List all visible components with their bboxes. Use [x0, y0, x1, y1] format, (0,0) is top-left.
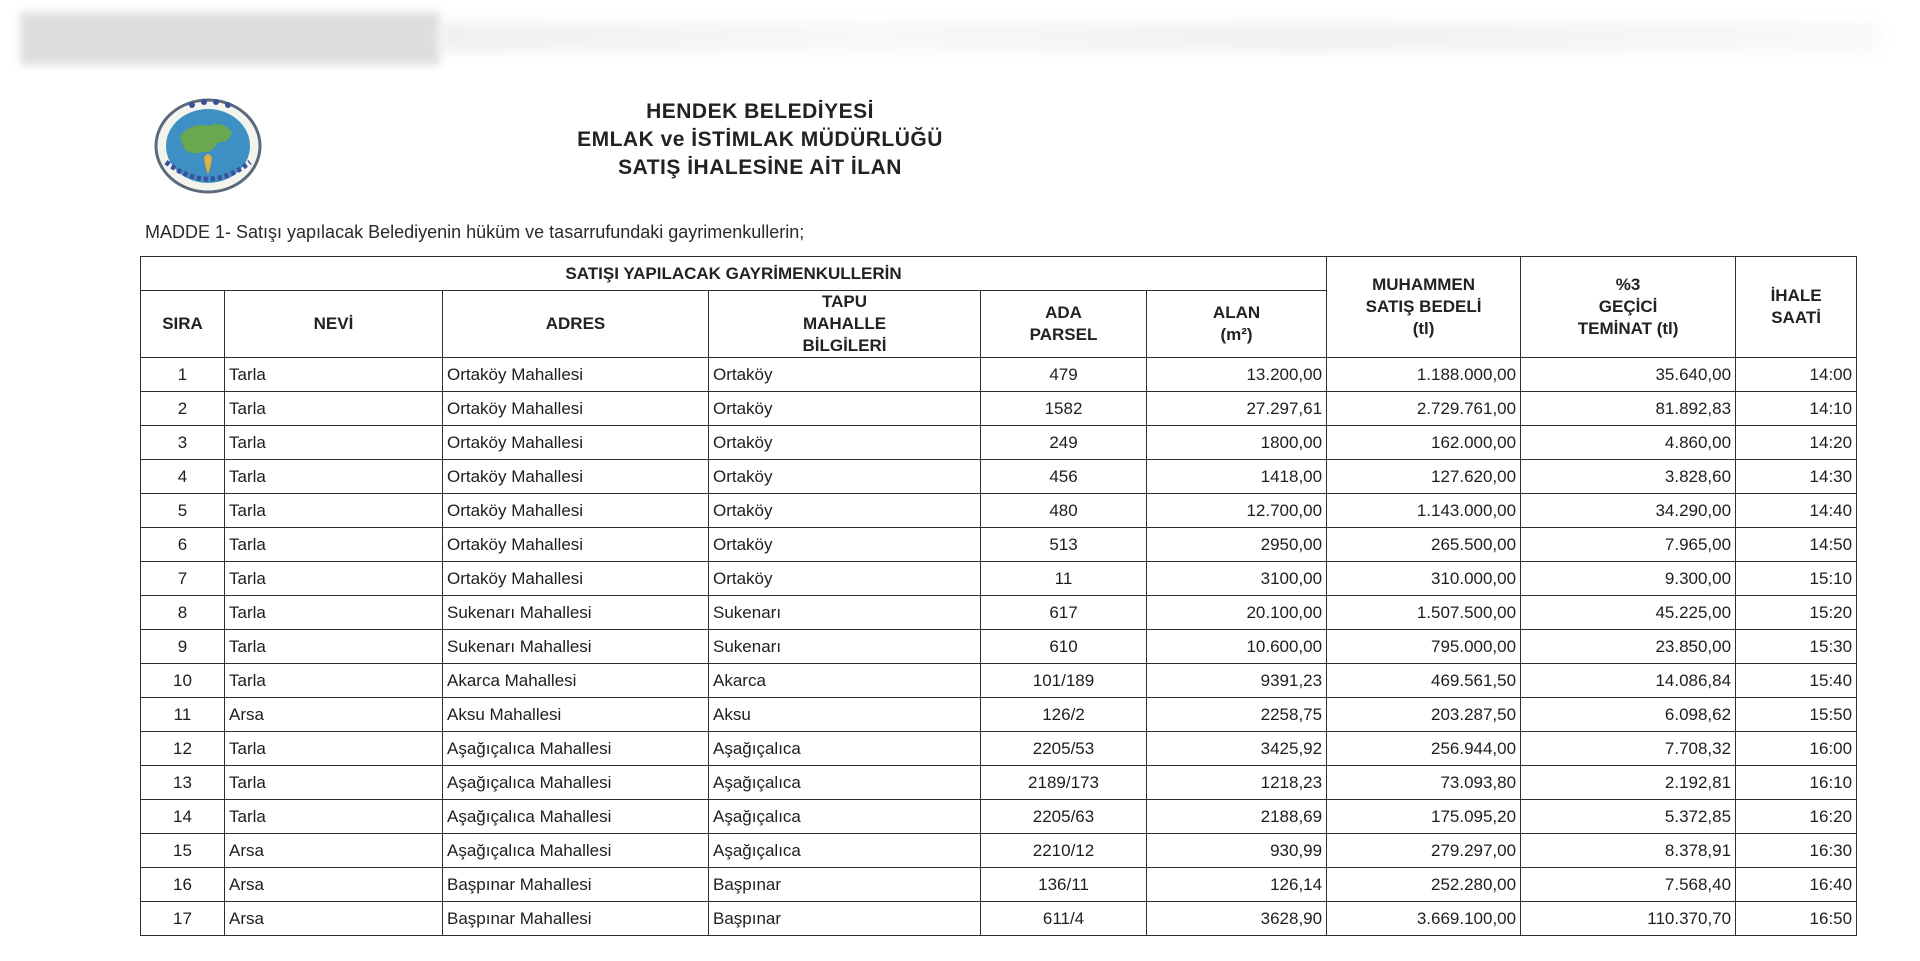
- table-row: [141, 528, 1857, 562]
- cell-teminat: 7.965,00: [1521, 528, 1736, 562]
- cell-saat: 16:30: [1736, 834, 1857, 868]
- cell-tapu: Başpınar: [709, 902, 981, 936]
- cell-adres: Akarca Mahallesi: [443, 664, 709, 698]
- header-line-1: HENDEK BELEDİYESİ: [646, 100, 874, 123]
- cell-alan: 1800,00: [1147, 426, 1327, 460]
- table-row: [141, 868, 1857, 902]
- cell-sira: 3: [141, 426, 225, 460]
- cell-nevi: Tarla: [225, 562, 443, 596]
- cell-nevi: Arsa: [225, 698, 443, 732]
- cell-ada: 513: [981, 528, 1147, 562]
- cell-nevi: Tarla: [225, 800, 443, 834]
- header-muhammen: MUHAMMEN SATIŞ BEDELİ (tl): [1327, 257, 1521, 358]
- cell-ada: 2210/12: [981, 834, 1147, 868]
- cell-sira: 16: [141, 868, 225, 902]
- cell-nevi: Tarla: [225, 664, 443, 698]
- cell-teminat: 5.372,85: [1521, 800, 1736, 834]
- cell-saat: 14:20: [1736, 426, 1857, 460]
- cell-ada: 479: [981, 358, 1147, 392]
- cell-bedel: 795.000,00: [1327, 630, 1521, 664]
- header-ada: ADA PARSEL: [981, 291, 1147, 358]
- cell-alan: 3628,90: [1147, 902, 1327, 936]
- cell-sira: 1: [141, 358, 225, 392]
- cell-bedel: 1.143.000,00: [1327, 494, 1521, 528]
- cell-bedel: 310.000,00: [1327, 562, 1521, 596]
- cell-alan: 3425,92: [1147, 732, 1327, 766]
- cell-tapu: Aksu: [709, 698, 981, 732]
- cell-teminat: 2.192,81: [1521, 766, 1736, 800]
- cell-saat: 16:40: [1736, 868, 1857, 902]
- article-intro: MADDE 1- Satışı yapılacak Belediyenin hüküm ve tasarrufundaki gayrimenkullerin;: [145, 222, 805, 242]
- cell-bedel: 252.280,00: [1327, 868, 1521, 902]
- cell-teminat: 6.098,62: [1521, 698, 1736, 732]
- cell-teminat: 14.086,84: [1521, 664, 1736, 698]
- cell-sira: 2: [141, 392, 225, 426]
- header-tapu: TAPU MAHALLE BİLGİLERİ: [709, 291, 981, 358]
- cell-saat: 15:40: [1736, 664, 1857, 698]
- table-row: [141, 698, 1857, 732]
- cell-adres: Aksu Mahallesi: [443, 698, 709, 732]
- table-row: [141, 834, 1857, 868]
- cell-sira: 7: [141, 562, 225, 596]
- cell-sira: 12: [141, 732, 225, 766]
- cell-tapu: Aşağıçalıca: [709, 834, 981, 868]
- cell-tapu: Aşağıçalıca: [709, 800, 981, 834]
- cell-bedel: 3.669.100,00: [1327, 902, 1521, 936]
- cell-nevi: Arsa: [225, 902, 443, 936]
- cell-saat: 14:30: [1736, 460, 1857, 494]
- cell-alan: 126,14: [1147, 868, 1327, 902]
- cell-adres: Aşağıçalıca Mahallesi: [443, 800, 709, 834]
- cell-bedel: 1.507.500,00: [1327, 596, 1521, 630]
- cell-saat: 15:50: [1736, 698, 1857, 732]
- cell-nevi: Tarla: [225, 392, 443, 426]
- cell-teminat: 7.568,40: [1521, 868, 1736, 902]
- cell-adres: Ortaköy Mahallesi: [443, 460, 709, 494]
- cell-adres: Ortaköy Mahallesi: [443, 392, 709, 426]
- cell-tapu: Ortaköy: [709, 426, 981, 460]
- cell-saat: 15:20: [1736, 596, 1857, 630]
- cell-ada: 249: [981, 426, 1147, 460]
- cell-adres: Başpınar Mahallesi: [443, 868, 709, 902]
- cell-ada: 456: [981, 460, 1147, 494]
- cell-nevi: Tarla: [225, 358, 443, 392]
- header-line-2: EMLAK ve İSTİMLAK MÜDÜRLÜĞÜ: [577, 128, 943, 151]
- cell-ada: 1582: [981, 392, 1147, 426]
- cell-saat: 15:10: [1736, 562, 1857, 596]
- cell-adres: Sukenarı Mahallesi: [443, 596, 709, 630]
- cell-bedel: 469.561,50: [1327, 664, 1521, 698]
- cell-alan: 3100,00: [1147, 562, 1327, 596]
- table-row: [141, 766, 1857, 800]
- property-table: [140, 256, 1857, 936]
- group-header: SATIŞI YAPILACAK GAYRİMENKULLERİN: [141, 257, 1327, 291]
- cell-ada: 11: [981, 562, 1147, 596]
- cell-alan: 930,99: [1147, 834, 1327, 868]
- cell-tapu: Başpınar: [709, 868, 981, 902]
- cell-teminat: 34.290,00: [1521, 494, 1736, 528]
- table-row: [141, 596, 1857, 630]
- header-nevi: NEVİ: [225, 291, 443, 358]
- cell-ada: 617: [981, 596, 1147, 630]
- cell-ada: 101/189: [981, 664, 1147, 698]
- cell-teminat: 45.225,00: [1521, 596, 1736, 630]
- cell-adres: Aşağıçalıca Mahallesi: [443, 834, 709, 868]
- cell-tapu: Sukenarı: [709, 630, 981, 664]
- cell-tapu: Ortaköy: [709, 392, 981, 426]
- cell-saat: 16:10: [1736, 766, 1857, 800]
- cell-ada: 610: [981, 630, 1147, 664]
- table-row: [141, 494, 1857, 528]
- cell-teminat: 9.300,00: [1521, 562, 1736, 596]
- cell-nevi: Tarla: [225, 630, 443, 664]
- cell-saat: 16:50: [1736, 902, 1857, 936]
- cell-saat: 16:20: [1736, 800, 1857, 834]
- cell-adres: Aşağıçalıca Mahallesi: [443, 732, 709, 766]
- cell-alan: 1218,23: [1147, 766, 1327, 800]
- cell-tapu: Ortaköy: [709, 562, 981, 596]
- cell-sira: 4: [141, 460, 225, 494]
- cell-adres: Sukenarı Mahallesi: [443, 630, 709, 664]
- cell-teminat: 7.708,32: [1521, 732, 1736, 766]
- cell-adres: Başpınar Mahallesi: [443, 902, 709, 936]
- cell-adres: Ortaköy Mahallesi: [443, 358, 709, 392]
- cell-sira: 14: [141, 800, 225, 834]
- cell-saat: 16:00: [1736, 732, 1857, 766]
- cell-bedel: 203.287,50: [1327, 698, 1521, 732]
- cell-saat: 14:10: [1736, 392, 1857, 426]
- cell-ada: 136/11: [981, 868, 1147, 902]
- header-alan: ALAN (m²): [1147, 291, 1327, 358]
- cell-saat: 14:00: [1736, 358, 1857, 392]
- cell-sira: 11: [141, 698, 225, 732]
- cell-tapu: Aşağıçalıca: [709, 766, 981, 800]
- document-header: [0, 98, 1520, 182]
- cell-ada: 126/2: [981, 698, 1147, 732]
- cell-bedel: 162.000,00: [1327, 426, 1521, 460]
- cell-teminat: 23.850,00: [1521, 630, 1736, 664]
- cell-alan: 27.297,61: [1147, 392, 1327, 426]
- header-adres: ADRES: [443, 291, 709, 358]
- table-row: [141, 630, 1857, 664]
- cell-alan: 2950,00: [1147, 528, 1327, 562]
- cell-sira: 9: [141, 630, 225, 664]
- cell-alan: 2258,75: [1147, 698, 1327, 732]
- cell-alan: 10.600,00: [1147, 630, 1327, 664]
- cell-bedel: 1.188.000,00: [1327, 358, 1521, 392]
- cell-teminat: 35.640,00: [1521, 358, 1736, 392]
- header-saat: İHALE SAATİ: [1736, 257, 1857, 358]
- header-teminat: %3 GEÇİCİ TEMİNAT (tl): [1521, 257, 1736, 358]
- cell-sira: 17: [141, 902, 225, 936]
- cell-sira: 6: [141, 528, 225, 562]
- cell-bedel: 73.093,80: [1327, 766, 1521, 800]
- cell-adres: Ortaköy Mahallesi: [443, 494, 709, 528]
- header-sira: SIRA: [141, 291, 225, 358]
- cell-bedel: 127.620,00: [1327, 460, 1521, 494]
- cell-alan: 13.200,00: [1147, 358, 1327, 392]
- cell-alan: 1418,00: [1147, 460, 1327, 494]
- cell-nevi: Tarla: [225, 528, 443, 562]
- cell-sira: 15: [141, 834, 225, 868]
- cell-teminat: 3.828,60: [1521, 460, 1736, 494]
- table-row: [141, 426, 1857, 460]
- cell-sira: 13: [141, 766, 225, 800]
- table-row: [141, 800, 1857, 834]
- table-row: [141, 732, 1857, 766]
- cell-teminat: 81.892,83: [1521, 392, 1736, 426]
- cell-sira: 10: [141, 664, 225, 698]
- cell-bedel: 279.297,00: [1327, 834, 1521, 868]
- table-row: [141, 562, 1857, 596]
- cell-nevi: Arsa: [225, 834, 443, 868]
- cell-tapu: Ortaköy: [709, 494, 981, 528]
- cell-bedel: 2.729.761,00: [1327, 392, 1521, 426]
- cell-teminat: 4.860,00: [1521, 426, 1736, 460]
- cell-teminat: 8.378,91: [1521, 834, 1736, 868]
- table-row: [141, 664, 1857, 698]
- cell-bedel: 265.500,00: [1327, 528, 1521, 562]
- cell-ada: 2189/173: [981, 766, 1147, 800]
- table-row: [141, 392, 1857, 426]
- cell-alan: 20.100,00: [1147, 596, 1327, 630]
- redacted-header-block: [20, 12, 440, 64]
- cell-ada: 480: [981, 494, 1147, 528]
- cell-tapu: Ortaköy: [709, 460, 981, 494]
- cell-nevi: Tarla: [225, 494, 443, 528]
- cell-nevi: Arsa: [225, 868, 443, 902]
- cell-adres: Ortaköy Mahallesi: [443, 562, 709, 596]
- cell-ada: 2205/63: [981, 800, 1147, 834]
- cell-tapu: Ortaköy: [709, 528, 981, 562]
- cell-tapu: Aşağıçalıca: [709, 732, 981, 766]
- cell-adres: Aşağıçalıca Mahallesi: [443, 766, 709, 800]
- cell-saat: 14:40: [1736, 494, 1857, 528]
- cell-saat: 15:30: [1736, 630, 1857, 664]
- cell-nevi: Tarla: [225, 460, 443, 494]
- cell-saat: 14:50: [1736, 528, 1857, 562]
- cell-adres: Ortaköy Mahallesi: [443, 426, 709, 460]
- header-line-3: SATIŞ İHALESİNE AİT İLAN: [618, 156, 902, 179]
- cell-nevi: Tarla: [225, 732, 443, 766]
- cell-bedel: 256.944,00: [1327, 732, 1521, 766]
- cell-teminat: 110.370,70: [1521, 902, 1736, 936]
- cell-nevi: Tarla: [225, 766, 443, 800]
- table-row: [141, 358, 1857, 392]
- cell-adres: Ortaköy Mahallesi: [443, 528, 709, 562]
- table-row: [141, 902, 1857, 936]
- table-row: [141, 460, 1857, 494]
- cell-tapu: Sukenarı: [709, 596, 981, 630]
- cell-tapu: Ortaköy: [709, 358, 981, 392]
- cell-sira: 5: [141, 494, 225, 528]
- cell-ada: 611/4: [981, 902, 1147, 936]
- cell-ada: 2205/53: [981, 732, 1147, 766]
- cell-alan: 2188,69: [1147, 800, 1327, 834]
- cell-nevi: Tarla: [225, 426, 443, 460]
- redacted-header-strip: [440, 22, 1880, 52]
- cell-sira: 8: [141, 596, 225, 630]
- cell-bedel: 175.095,20: [1327, 800, 1521, 834]
- cell-alan: 9391,23: [1147, 664, 1327, 698]
- cell-nevi: Tarla: [225, 596, 443, 630]
- cell-tapu: Akarca: [709, 664, 981, 698]
- cell-alan: 12.700,00: [1147, 494, 1327, 528]
